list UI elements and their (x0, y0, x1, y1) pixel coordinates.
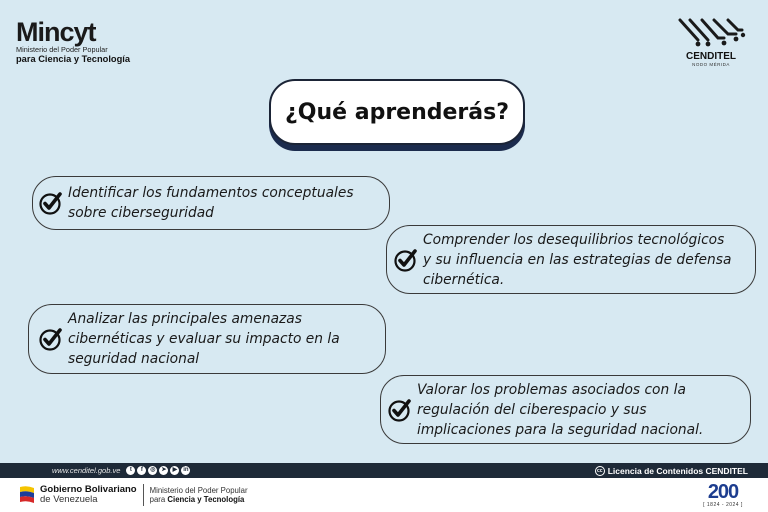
cenditel-logo (670, 18, 752, 68)
mincyt-ministry-subline: para Ciencia y Tecnología (16, 54, 131, 64)
license-text: Licencia de Contenidos CENDITEL (607, 465, 748, 476)
bicentennial-years: [ 1824 - 2024 ] (703, 502, 743, 508)
objective-line: Valorar los problemas asociados con la (417, 381, 686, 398)
check-circle-icon (387, 397, 413, 423)
objective-card-3 (28, 304, 386, 374)
objective-line: cibernética. (423, 271, 505, 288)
gobierno-text (40, 485, 137, 505)
license-notice (595, 466, 748, 476)
ministry-bold: Ciencia y Tecnología (167, 495, 245, 504)
objective-line: Identificar los fundamentos conceptuales (68, 185, 354, 201)
footer-bar (0, 463, 768, 478)
youtube-icon[interactable]: ▶ (170, 466, 179, 475)
objective-text (68, 183, 354, 223)
gobierno-bold: Gobierno Bolivariano (40, 484, 137, 495)
objective-line: implicaciones para la seguridad nacional. (417, 421, 704, 438)
mincyt-ministry-line: Ministerio del Poder Popular (16, 45, 108, 54)
objective-line: Analizar las principales amenazas (68, 311, 302, 327)
objective-line: Comprender los desequilibrios tecnológicos (423, 231, 725, 248)
website-link[interactable]: www.cenditel.gob.ve (52, 466, 121, 475)
twitter-icon[interactable]: t (126, 466, 135, 475)
title-pill (269, 79, 525, 145)
bicentennial-number: 200 (707, 481, 739, 503)
gobierno-logo (18, 485, 137, 505)
mincyt-logo (16, 18, 146, 65)
objective-line: y su influencia en las estrategias de defensa (423, 251, 732, 268)
facebook-icon[interactable]: f (137, 466, 146, 475)
objective-line: seguridad nacional (68, 351, 200, 367)
objective-line: sobre ciberseguridad (68, 205, 214, 221)
footer-divider (143, 484, 144, 506)
check-circle-icon (38, 190, 64, 216)
cenditel-node: NODO MÉRIDA (692, 62, 730, 67)
objective-line: cibernéticas y evaluar su impacto en la (68, 331, 340, 347)
bicentennial-logo (698, 482, 748, 508)
page-title: ¿Qué aprenderás? (285, 99, 509, 125)
objective-card-1 (32, 176, 390, 230)
check-circle-icon (38, 326, 64, 352)
ministry-text (150, 486, 248, 505)
objective-card-4 (380, 375, 751, 444)
mincyt-logo-text: Mincyt (16, 17, 96, 47)
venezuela-flag-icon (18, 485, 36, 505)
objective-line: regulación del ciberespacio y sus (417, 401, 647, 418)
telegram-icon[interactable]: ➤ (161, 467, 167, 473)
check-circle-icon (393, 247, 419, 273)
objective-text (423, 230, 731, 290)
creative-commons-icon: cc (595, 466, 605, 476)
social-icons (126, 466, 190, 475)
cenditel-circuit-icon (676, 18, 746, 50)
linkedin-icon[interactable]: in (183, 467, 189, 473)
footer-institutional (0, 478, 768, 512)
gobierno-rest: de Venezuela (40, 494, 98, 505)
ministry-line1: Ministerio del Poder Popular (149, 485, 248, 495)
objective-text (68, 309, 340, 369)
objective-text (417, 380, 703, 440)
cenditel-name: CENDITEL (686, 51, 736, 62)
objective-card-2 (386, 225, 756, 294)
ministry-pre: para (149, 495, 168, 504)
instagram-icon[interactable]: ◎ (150, 467, 156, 473)
